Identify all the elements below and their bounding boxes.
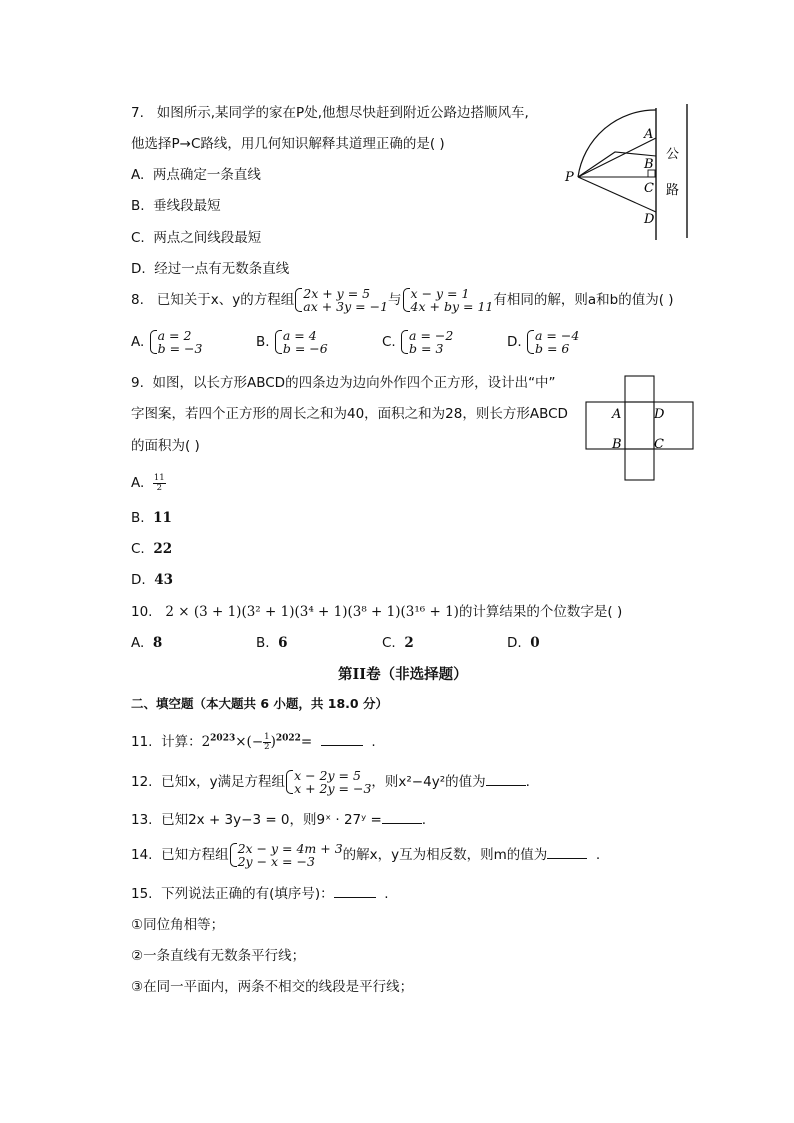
option-text: 11 — [153, 510, 172, 526]
q7-text-line2: 他选择P→C路线，用几何知识解释其道理正确的是( ) — [131, 136, 445, 152]
option-text: 两点确定一条直线 — [152, 167, 261, 183]
q7-option-b[interactable] — [131, 196, 221, 216]
equation: 4x + by = 11 — [410, 299, 494, 314]
option-letter: D. — [131, 261, 146, 277]
label-a: A — [644, 127, 654, 142]
option-letter: C. — [382, 334, 396, 350]
q8-option-b[interactable] — [256, 327, 328, 357]
q10-option-b[interactable] — [256, 633, 288, 653]
equation: a = −2 — [409, 328, 454, 343]
q12-stem — [131, 767, 530, 797]
q7-text-line1: 如图所示,某同学的家在P处,他想尽快赶到附近公路边搭顺风车, — [156, 105, 529, 121]
q9-text-line1: 如图，以长方形ABCD的四条边为边向外作四个正方形，设计出“中” — [152, 375, 556, 391]
label-c: C — [654, 437, 664, 452]
option-text: 22 — [153, 541, 173, 557]
q14-stem — [131, 840, 600, 870]
equation: 2y − x = −3 — [237, 854, 315, 869]
q11-stem: 11. 计算：$2^{2023}\times(-$ $\frac{1}{2}$ )$^{2022}$= . — [131, 731, 376, 752]
q9-option-a[interactable] — [131, 472, 166, 494]
q15-number: 15. — [131, 886, 153, 902]
option-letter: C. — [131, 541, 145, 557]
q14-number: 14. — [131, 847, 153, 863]
option-letter: A. — [131, 167, 145, 183]
label-b: B — [644, 157, 654, 172]
q7-option-d[interactable] — [131, 259, 289, 279]
q11-answer-blank[interactable] — [321, 745, 363, 746]
q15-end: . — [384, 886, 389, 902]
q12-number: 12. — [131, 774, 153, 790]
q7-number: 7. — [131, 105, 144, 121]
q11-exponent-2: 2022 — [275, 733, 301, 744]
q7-line1 — [131, 103, 529, 123]
option-letter: B. — [131, 198, 145, 214]
q12-prefix: 已知x，y满足方程组 — [161, 774, 286, 790]
q13-stem — [131, 810, 426, 830]
equation: b = −6 — [282, 341, 328, 356]
q8-option-a[interactable] — [131, 327, 202, 357]
square-bottom — [625, 449, 654, 480]
q10-option-c[interactable] — [382, 633, 414, 653]
option-text: 0 — [530, 635, 540, 651]
option-system — [400, 329, 453, 355]
q11-number: 11. — [131, 734, 153, 750]
fraction — [153, 474, 166, 493]
q12-suffix: ，则x²−4y²的值为 — [371, 774, 486, 790]
q14-suffix: 的解x，y互为相反数，则m的值为 — [342, 847, 548, 863]
option-letter: A. — [131, 635, 145, 651]
q9-option-d[interactable] — [131, 570, 173, 590]
option-text: 垂线段最短 — [153, 198, 221, 214]
q9-number: 9. — [131, 375, 144, 391]
option-text: 经过一点有无数条直线 — [154, 261, 290, 277]
q8-suffix: 有相同的解，则a和b的值为( ) — [493, 292, 674, 308]
square-top — [625, 376, 654, 402]
q10-option-a[interactable] — [131, 633, 162, 653]
option-text: 43 — [154, 572, 174, 588]
option-text: 2 — [404, 635, 414, 651]
q11-end: . — [371, 734, 376, 750]
q7-road-figure — [560, 100, 700, 245]
q9-zhong-figure — [584, 374, 696, 484]
q8-option-c[interactable] — [382, 327, 453, 357]
part-heading: 二、填空题（本大题共 6 小题，共 18.0 分） — [131, 696, 388, 711]
label-a: A — [612, 407, 622, 422]
option-letter: B. — [131, 510, 145, 526]
option-letter: B. — [256, 635, 270, 651]
numerator: 1 — [264, 731, 270, 742]
road-label-bottom: 路 — [666, 183, 680, 198]
label-p: P — [565, 170, 574, 185]
q8-system-1 — [294, 287, 388, 313]
q10-option-d[interactable] — [507, 633, 540, 653]
equals-sign: = — [300, 734, 313, 750]
equation: b = 3 — [409, 341, 444, 356]
road-label-top: 公 — [666, 147, 680, 162]
equation: 2x + y = 5 — [303, 286, 371, 301]
q8-prefix: 已知关于x、y的方程组 — [156, 292, 295, 308]
q9-line1 — [131, 373, 556, 393]
equation: a = 2 — [157, 328, 192, 343]
q12-answer-blank[interactable] — [486, 785, 526, 786]
option-system — [274, 329, 328, 355]
q14-system — [229, 842, 343, 868]
label-b: B — [612, 437, 622, 452]
q14-prefix: 已知方程组 — [161, 847, 229, 863]
equation: x + 2y = −3 — [294, 781, 372, 796]
q8-mid: 与 — [388, 292, 402, 308]
option-text: 6 — [278, 635, 288, 651]
option-letter: A. — [131, 334, 145, 350]
q15-stem — [131, 884, 389, 904]
label-d: D — [644, 212, 655, 227]
denominator: 2 — [264, 741, 270, 752]
option-letter: B. — [256, 334, 270, 350]
option-system — [149, 329, 203, 355]
option-letter: D. — [507, 334, 522, 350]
q15-item-1: ①同位角相等； — [131, 917, 225, 933]
q15-text: 下列说法正确的有(填序号)： — [161, 886, 334, 902]
equation: 2x − y = 4m + 3 — [237, 841, 343, 856]
q13-end: . — [421, 812, 427, 828]
numerator: 11 — [153, 472, 165, 483]
equation: ax + 3y = −1 — [303, 299, 389, 314]
q11-prefix: 计算： — [161, 734, 202, 750]
q13-text: 已知2x + 3y−3 = 0，则9ˣ · 27ʸ = — [161, 812, 382, 828]
option-letter: A. — [131, 475, 145, 491]
q15-item-2: ②一条直线有无数条平行线； — [131, 948, 306, 964]
q7-option-c[interactable] — [131, 228, 261, 248]
q10-expression: 2 × (3 + 1)(3² + 1)(3⁴ + 1)(3⁸ + 1)(3¹⁶ + 1) — [165, 604, 459, 620]
equation: x − y = 1 — [410, 286, 470, 301]
option-text: 8 — [152, 635, 163, 651]
q10-number: 10. — [131, 604, 153, 620]
q9-text-line3: 的面积为( ) — [131, 438, 200, 454]
equation: a = −4 — [534, 328, 580, 343]
option-system — [526, 329, 579, 355]
q9-option-c[interactable] — [131, 539, 172, 559]
times-sign: × — [235, 734, 247, 750]
equation: b = −3 — [157, 341, 203, 356]
q10-suffix: 的计算结果的个位数字是( ) — [458, 604, 623, 620]
rectangle-abcd — [625, 402, 654, 449]
q13-number: 13. — [131, 812, 153, 828]
q8-number: 8. — [131, 292, 144, 308]
q15-answer-blank[interactable] — [334, 897, 376, 898]
q13-answer-blank[interactable] — [382, 823, 422, 824]
option-text: 两点之间线段最短 — [153, 230, 262, 246]
denominator: 2 — [156, 482, 163, 493]
section-title: 第II卷（非选择题） — [338, 666, 468, 683]
label-d: D — [654, 407, 665, 422]
option-letter: D. — [131, 572, 146, 588]
q8-stem — [131, 285, 674, 315]
q9-option-b[interactable] — [131, 508, 172, 528]
q11-base: 2 — [201, 734, 211, 750]
equation: x − 2y = 5 — [294, 768, 361, 783]
q14-answer-blank[interactable] — [547, 858, 587, 859]
equation: b = 6 — [534, 341, 570, 356]
q8-option-d[interactable] — [507, 327, 579, 357]
q9-text-line2: 字图案，若四个正方形的周长之和为40，面积之和为28，则长方形ABCD — [131, 406, 568, 422]
q15-item-3: ③在同一平面内，两条不相交的线段是平行线； — [131, 979, 414, 995]
option-letter: C. — [382, 635, 396, 651]
q14-end: . — [595, 847, 601, 863]
q8-system-2 — [402, 287, 494, 313]
label-c: C — [644, 181, 654, 196]
q12-end: . — [525, 774, 530, 790]
q11-exponent-1: 2023 — [210, 733, 236, 744]
q10-stem — [131, 602, 622, 622]
option-letter: D. — [507, 635, 522, 651]
q12-system — [285, 769, 371, 795]
q7-option-a[interactable] — [131, 165, 261, 185]
option-letter: C. — [131, 230, 145, 246]
q11-fraction — [263, 733, 270, 752]
equation: a = 4 — [282, 328, 317, 343]
